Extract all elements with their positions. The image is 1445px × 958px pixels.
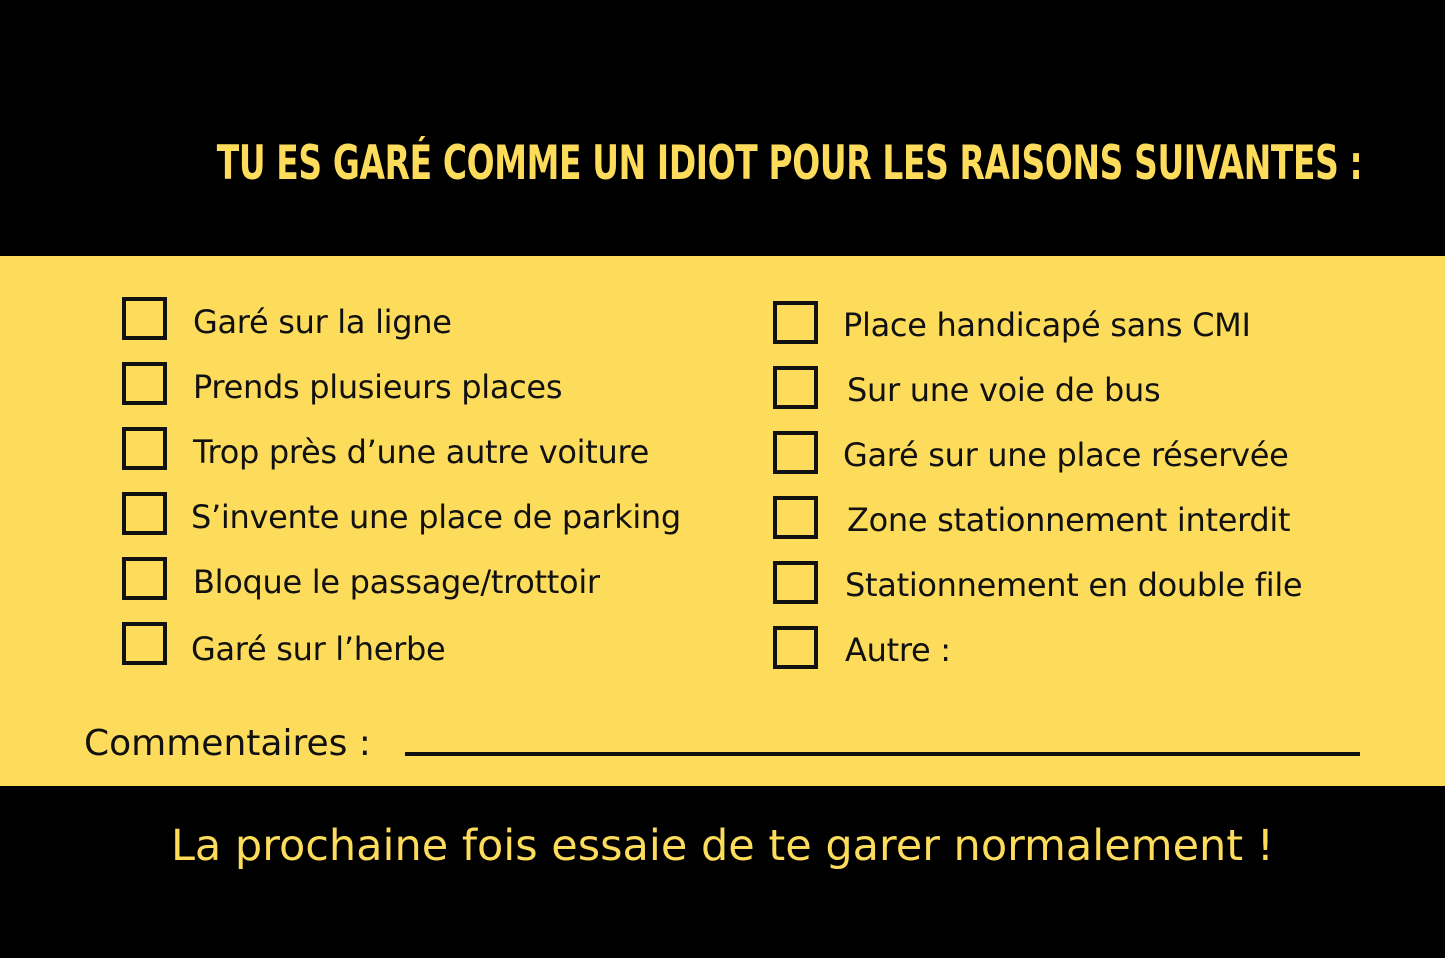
- checklist-label-left-4: S’invente une place de parking: [191, 498, 681, 536]
- checkbox-right-3[interactable]: [773, 431, 818, 474]
- checkbox-right-4[interactable]: [773, 496, 818, 539]
- comments-label: Commentaires :: [84, 723, 371, 764]
- checklist-label-right-2: Sur une voie de bus: [847, 371, 1161, 409]
- checkbox-left-1[interactable]: [122, 297, 167, 340]
- header-band: [0, 0, 1445, 256]
- checklist-label-left-2: Prends plusieurs places: [193, 368, 563, 406]
- checkbox-right-6[interactable]: [773, 626, 818, 669]
- checklist-label-right-4: Zone stationnement interdit: [847, 501, 1291, 539]
- page-title: TU ES GARÉ COMME UN IDIOT POUR LES RAISONS SUIVANTES :: [216, 136, 1363, 191]
- checkbox-right-1[interactable]: [773, 301, 818, 344]
- checkbox-left-6[interactable]: [122, 622, 167, 665]
- checklist-label-right-3: Garé sur une place réservée: [843, 436, 1289, 474]
- checkbox-left-4[interactable]: [122, 492, 167, 535]
- comments-field[interactable]: [405, 752, 1360, 756]
- checkbox-left-3[interactable]: [122, 427, 167, 470]
- checklist-label-left-1: Garé sur la ligne: [193, 303, 452, 341]
- footer-message: La prochaine fois essaie de te garer normalement !: [170, 821, 1275, 871]
- checklist-label-right-5: Stationnement en double file: [845, 566, 1303, 604]
- checkbox-left-5[interactable]: [122, 557, 167, 600]
- checkbox-right-2[interactable]: [773, 366, 818, 409]
- checklist-label-right-6: Autre :: [845, 631, 951, 669]
- checklist-label-left-3: Trop près d’une autre voiture: [193, 433, 649, 471]
- checklist-label-left-6: Garé sur l’herbe: [191, 630, 446, 668]
- checklist-label-left-5: Bloque le passage/trottoir: [193, 563, 600, 601]
- checkbox-left-2[interactable]: [122, 362, 167, 405]
- checklist-label-right-1: Place handicapé sans CMI: [843, 306, 1251, 344]
- checkbox-right-5[interactable]: [773, 561, 818, 604]
